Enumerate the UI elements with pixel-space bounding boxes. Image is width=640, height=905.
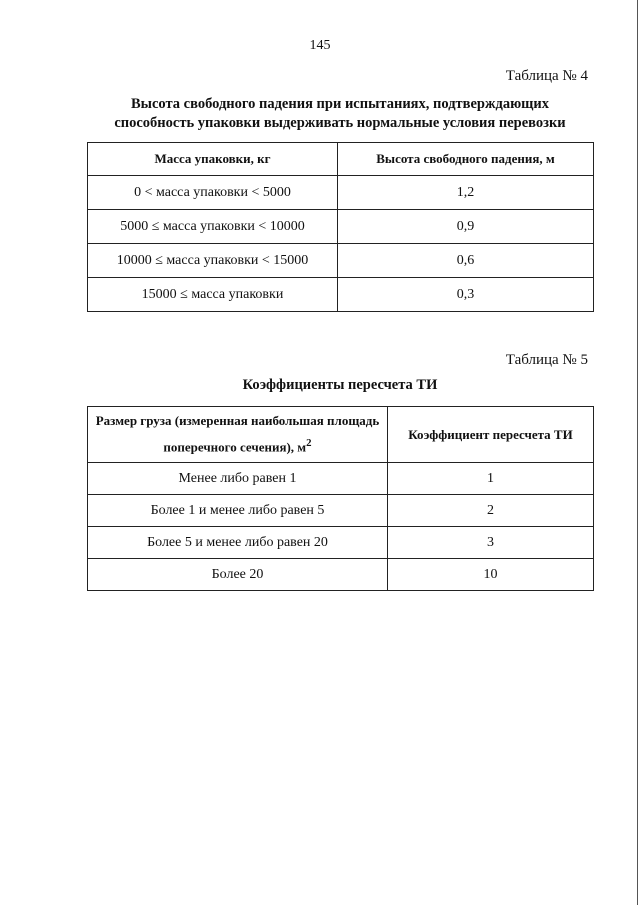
cell-mass-range: 0 < масса упаковки < 5000 bbox=[88, 176, 338, 210]
cell-drop-height: 0,6 bbox=[338, 244, 594, 278]
cell-drop-height: 0,3 bbox=[338, 278, 594, 312]
table-row bbox=[88, 559, 594, 591]
cell-cargo-size: Менее либо равен 1 bbox=[88, 463, 388, 495]
table-row bbox=[88, 463, 594, 495]
table-4-title-line-1: Высота свободного падения при испытаниях, подтверждающих bbox=[130, 96, 550, 112]
table-4-title bbox=[0, 95, 640, 133]
table-header-row bbox=[88, 143, 594, 176]
cell-factor: 10 bbox=[388, 559, 594, 591]
cell-factor: 2 bbox=[388, 495, 594, 527]
table-row bbox=[88, 495, 594, 527]
table-5-label: Таблица № 5 bbox=[505, 352, 588, 368]
conversion-factor-table bbox=[87, 406, 594, 591]
table-4-label: Таблица № 4 bbox=[505, 68, 588, 84]
table-5-title: Коэффициенты пересчета ТИ bbox=[242, 377, 438, 393]
unit-superscript: 2 bbox=[306, 437, 312, 450]
table-row bbox=[88, 244, 594, 278]
table-header-row bbox=[88, 407, 594, 463]
header-cargo-size-line-2: поперечного сечения), м bbox=[163, 439, 307, 455]
table-row bbox=[88, 210, 594, 244]
table-row bbox=[88, 176, 594, 210]
cell-mass-range: 10000 ≤ масса упаковки < 15000 bbox=[88, 244, 338, 278]
cell-drop-height: 0,9 bbox=[338, 210, 594, 244]
header-cargo-size-line-1: Размер груза (измеренная наибольшая площадь bbox=[95, 413, 380, 429]
cell-cargo-size: Более 5 и менее либо равен 20 bbox=[88, 527, 388, 559]
drop-height-table bbox=[87, 142, 594, 312]
header-drop-height: Высота свободного падения, м bbox=[338, 143, 594, 176]
cell-mass-range: 5000 ≤ масса упаковки < 10000 bbox=[88, 210, 338, 244]
cell-factor: 3 bbox=[388, 527, 594, 559]
table-4-title-line-2: способность упаковки выдерживать нормальные условия перевозки bbox=[114, 115, 566, 131]
cell-mass-range: 15000 ≤ масса упаковки bbox=[88, 278, 338, 312]
page-number: 145 bbox=[309, 38, 331, 53]
cell-drop-height: 1,2 bbox=[338, 176, 594, 210]
cell-factor: 1 bbox=[388, 463, 594, 495]
header-conversion-factor: Коэффициент пересчета ТИ bbox=[388, 407, 594, 463]
header-cargo-size bbox=[88, 407, 388, 463]
table-row bbox=[88, 278, 594, 312]
cell-cargo-size: Более 20 bbox=[88, 559, 388, 591]
page-edge-line bbox=[637, 0, 638, 905]
table-row bbox=[88, 527, 594, 559]
cell-cargo-size: Более 1 и менее либо равен 5 bbox=[88, 495, 388, 527]
header-package-mass: Масса упаковки, кг bbox=[88, 143, 338, 176]
